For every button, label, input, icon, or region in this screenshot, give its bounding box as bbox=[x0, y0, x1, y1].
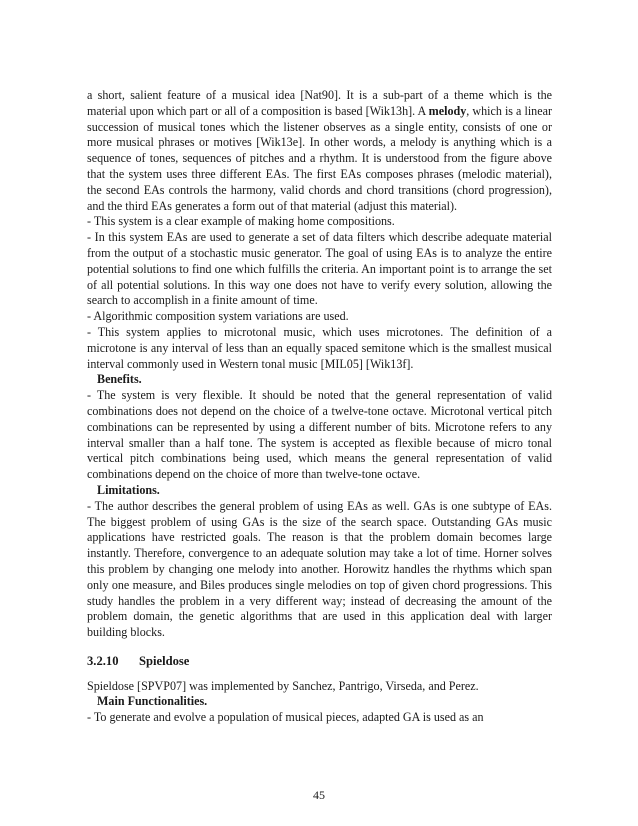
bullet-data-filters: - In this system EAs are used to generate a set of data filters which describe adequate material from the output of a stochastic music generator. The goal of using EAs is to analyze the entire potential solutions to find one which fulfills the criteria. An important point is to arrange the set of all potential solutions. In this way one does not have to verify every solution, allowing the search to accomplish in a finite amount of time. bbox=[87, 230, 552, 308]
intro-text-2: , which is a linear succession of musical tones which the listener observes as a single entity, consists of one or more musical phrases or motives [Wik13e]. In other words, a melody is anything which is a sequence of tones, sequences of pitches and a rhythm. It is understood from the figure above that the system uses three different EAs. The first EAs composes phrases (melodic material), the second EAs controls the harmony, valid chords and chord transitions (chord progression), and the third EAs generates a form out of that material (adjust this material). bbox=[87, 103, 552, 213]
benefits-heading: Benefits. bbox=[97, 372, 142, 387]
intro-text-1: a short, salient feature of a musical idea [Nat90]. It is a sub-part of a theme which is the material upon which part or all of a composition is based [Wik13h]. A bbox=[87, 88, 552, 118]
limitations-heading: Limitations. bbox=[97, 482, 160, 497]
section-title: Spieldose bbox=[139, 653, 190, 668]
section-number: 3.2.10 bbox=[87, 653, 119, 668]
page-body bbox=[87, 88, 552, 726]
main-functionalities-text: - To generate and evolve a population of musical pieces, adapted GA is used as an bbox=[87, 710, 484, 725]
limitations-text: - The author describes the general problem of using EAs as well. GAs is one subtype of EAs. The biggest problem of using GAs is the size of the search space. Outstanding GAs music applications have restricted goals. The reason is that the problem domain becomes large instantly. Therefore, convergence to an adequate solution may take a lot of time. Horner solves this problem by changing one melody into another. Horowitz handles the rhythms which span only one measure, and Biles produces single melodies on top of given chord progressions. This study handles the problem in a very different way; instead of decreasing the amount of the problem domain, the genetic algorithms that are used in this application deal with larger building blocks. bbox=[87, 498, 552, 640]
benefits-text: - The system is very flexible. It should be noted that the general representation of valid combinations does not depend on the choice of a twelve-tone octave. Microtonal vertical pitch combinations can be represented by using a different number of bits. Microtone refers to any interval smaller than a half tone. The system is accepted as flexible because of micro tonal vertical pitch combinations being used, which means the general representation of valid combinations depend on the choice of more than twelve-tone octave. bbox=[87, 388, 552, 482]
main-functionalities-heading: Main Functionalities. bbox=[97, 694, 208, 709]
page-number: 45 bbox=[313, 788, 325, 802]
section-heading bbox=[87, 654, 552, 670]
bullet-variations: - Algorithmic composition system variations are used. bbox=[87, 309, 349, 324]
bullet-home-compositions: - This system is a clear example of making home compositions. bbox=[87, 214, 395, 229]
section-intro: Spieldose [SPVP07] was implemented by Sanchez, Pantrigo, Virseda, and Perez. bbox=[87, 678, 479, 693]
melody-term: melody bbox=[428, 103, 467, 118]
intro-paragraph bbox=[87, 88, 552, 214]
bullet-microtonal: - This system applies to microtonal music, which uses microtones. The definition of a microtone is any interval of less than an equally spaced semitone which is the smallest musical interval commonly used in Western tonal music [MIL05] [Wik13f]. bbox=[87, 324, 552, 371]
